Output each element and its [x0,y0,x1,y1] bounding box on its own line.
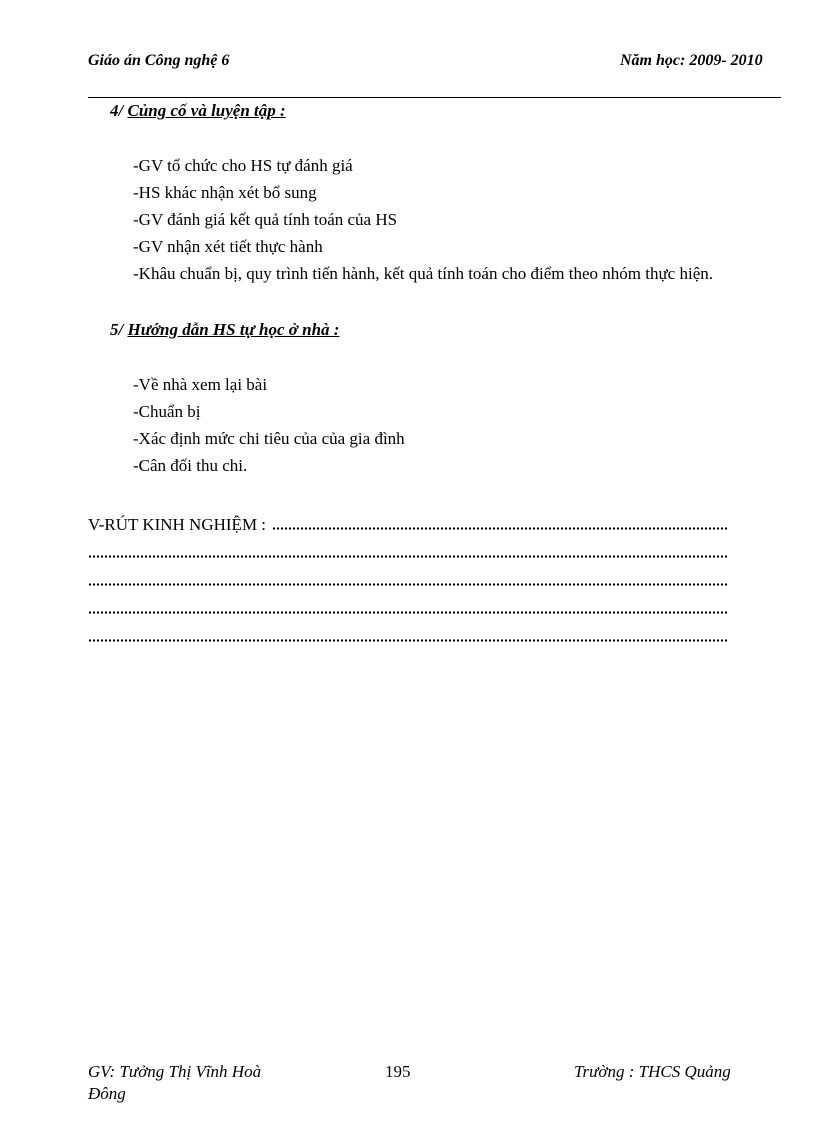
footer-school: Trường : THCS Quảng [574,1062,731,1081]
header-school-year: Năm học: 2009- 2010 [620,52,763,69]
header-subject: Giáo án Công nghệ 6 [88,52,230,69]
list-item: -Về nhà xem lại bài [133,375,268,394]
section-4-list [133,152,713,287]
section-5-list [133,371,405,479]
section-4-heading [110,101,286,121]
list-item: -Cân đối thu chi. [133,456,248,475]
footer-teacher: GV: Tưởng Thị Vĩnh Hoà [88,1062,262,1081]
list-item: -Chuẩn bị [133,402,201,421]
section-4-title: Củng cố và luyện tập : [127,101,286,120]
dotted-fill-line [88,611,728,614]
list-item: -GV tổ chức cho HS tự đánh giá [133,156,353,175]
section-5-heading [110,320,339,340]
section-5-title: Hướng dẫn HS tự học ở nhà : [127,320,340,339]
lessons-learned-line [88,567,728,595]
dotted-fill-line [88,583,728,586]
section-5-number: 5/ [110,320,128,339]
footer-teacher-cont: Đông [88,1084,126,1103]
header-divider [88,97,781,98]
footer-page-number: 195 [385,1062,411,1081]
lessons-learned-line [88,511,728,539]
lessons-learned-label: V-RÚT KINH NGHIỆM : [88,515,267,534]
list-item: -GV đánh giá kết quả tính toán của HS [133,210,398,229]
list-item: -HS khác nhận xét bổ sung [133,183,317,202]
list-item: -Xác định mức chi tiêu của của gia đình [133,429,405,448]
list-item: -Khâu chuẩn bị, quy trình tiến hành, kết quả tính toán cho điểm theo nhóm thực hiện. [133,264,714,283]
dotted-fill-line [272,527,728,530]
lessons-learned-line [88,595,728,623]
lessons-learned-line [88,623,728,651]
list-item: -GV nhận xét tiết thực hành [133,237,323,256]
lessons-learned-block [88,511,728,651]
dotted-fill-line [88,639,728,642]
dotted-fill-line [88,555,728,558]
section-4-number: 4/ [110,101,128,120]
lessons-learned-line [88,539,728,567]
